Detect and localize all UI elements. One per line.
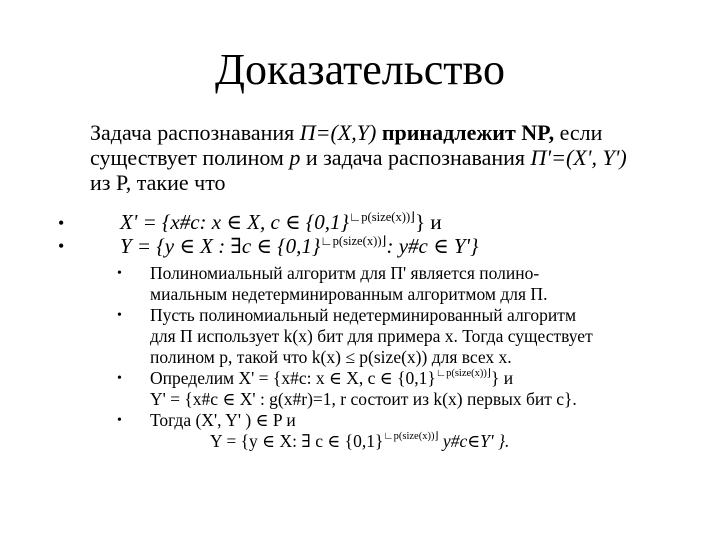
- intro-text: если: [554, 120, 603, 145]
- intro-line-3: из P, такие что: [90, 170, 226, 195]
- bullet-marker: •: [58, 236, 65, 256]
- intro-pi: Π=(X,Y): [299, 120, 377, 145]
- sub-bullet-line: Тогда (X', Y' ) ∈ P и: [150, 410, 296, 430]
- sub-bullet-3: [150, 368, 710, 410]
- sub-bullet-marker: •: [117, 371, 122, 386]
- intro-line-2: [90, 145, 710, 170]
- sub-bullet-superscript: ∟p(size(x))⌋: [435, 368, 491, 379]
- sub-bullet-2: [150, 305, 710, 368]
- sub-bullet-line: [150, 368, 710, 389]
- bullet-y: [120, 234, 478, 258]
- sub-bullet-line: Полиномиальный алгоритм для Π' является полино-: [150, 263, 540, 283]
- sub-bullet-marker: •: [117, 266, 122, 281]
- bullet-text: } и: [415, 210, 442, 234]
- sub-bullet-text: Определим X' = {x#c: x ∈ X, c ∈ {0,1}: [150, 368, 436, 388]
- intro-text: и задача распознавания: [300, 145, 531, 170]
- sub-bullet-superscript: ∟p(size(x))⌋: [383, 431, 439, 442]
- bullet-text: : y#c ∈ Y'}: [386, 234, 479, 258]
- intro-text: Задача распознавания: [90, 120, 300, 145]
- sub-bullet-line: Y' = {x#c ∈ X' : g(x#r)=1, r состоит из k(x) первых бит c}.: [150, 389, 577, 409]
- sub-bullet-line: полином p, такой что k(x) ≤ p(size(x)) для всех x.: [150, 347, 512, 367]
- bullet-superscript: ∟p(size(x))⌋: [348, 210, 416, 224]
- bullet-marker: •: [58, 213, 65, 233]
- sub-bullet-text: } и: [491, 368, 514, 388]
- sub-bullet-text: Y = {y ∈ X: ∃ c ∈ {0,1}: [210, 431, 384, 451]
- intro-p: p: [289, 145, 301, 170]
- sub-bullet-line: миальным недетерминированным алгоритмом для Π.: [150, 284, 548, 304]
- sub-bullet-4: [150, 410, 710, 452]
- intro-text: существует полином: [90, 145, 290, 170]
- sub-bullet-line: [150, 431, 710, 452]
- bullet-text: Y = {y ∈ X : ∃c ∈ {0,1}: [120, 234, 321, 258]
- sub-bullet-text: y#c∈Y' }.: [438, 431, 510, 451]
- bullet-x-prime: [120, 210, 442, 234]
- intro-bold: принадлежит NP,: [376, 120, 555, 145]
- sub-bullet-marker: •: [117, 308, 122, 323]
- bullet-text: X' = {x#c: x ∈ X, c ∈ {0,1}: [120, 210, 349, 234]
- intro-line-1: [90, 120, 710, 145]
- intro-pi-prime: Π'=(X', Y'): [530, 145, 627, 170]
- sub-bullet-line: Пусть полиномиальный недетерминированный алгоритм: [150, 305, 577, 325]
- bullet-superscript: ∟p(size(x))⌋: [320, 234, 387, 248]
- sub-bullet-1: [150, 263, 710, 305]
- sub-bullet-line: для Π использует k(x) бит для примера x. Тогда существует: [150, 326, 593, 346]
- intro-paragraph: [90, 120, 710, 195]
- slide-title: Доказательство: [214, 45, 506, 94]
- sub-bullet-marker: •: [117, 413, 122, 428]
